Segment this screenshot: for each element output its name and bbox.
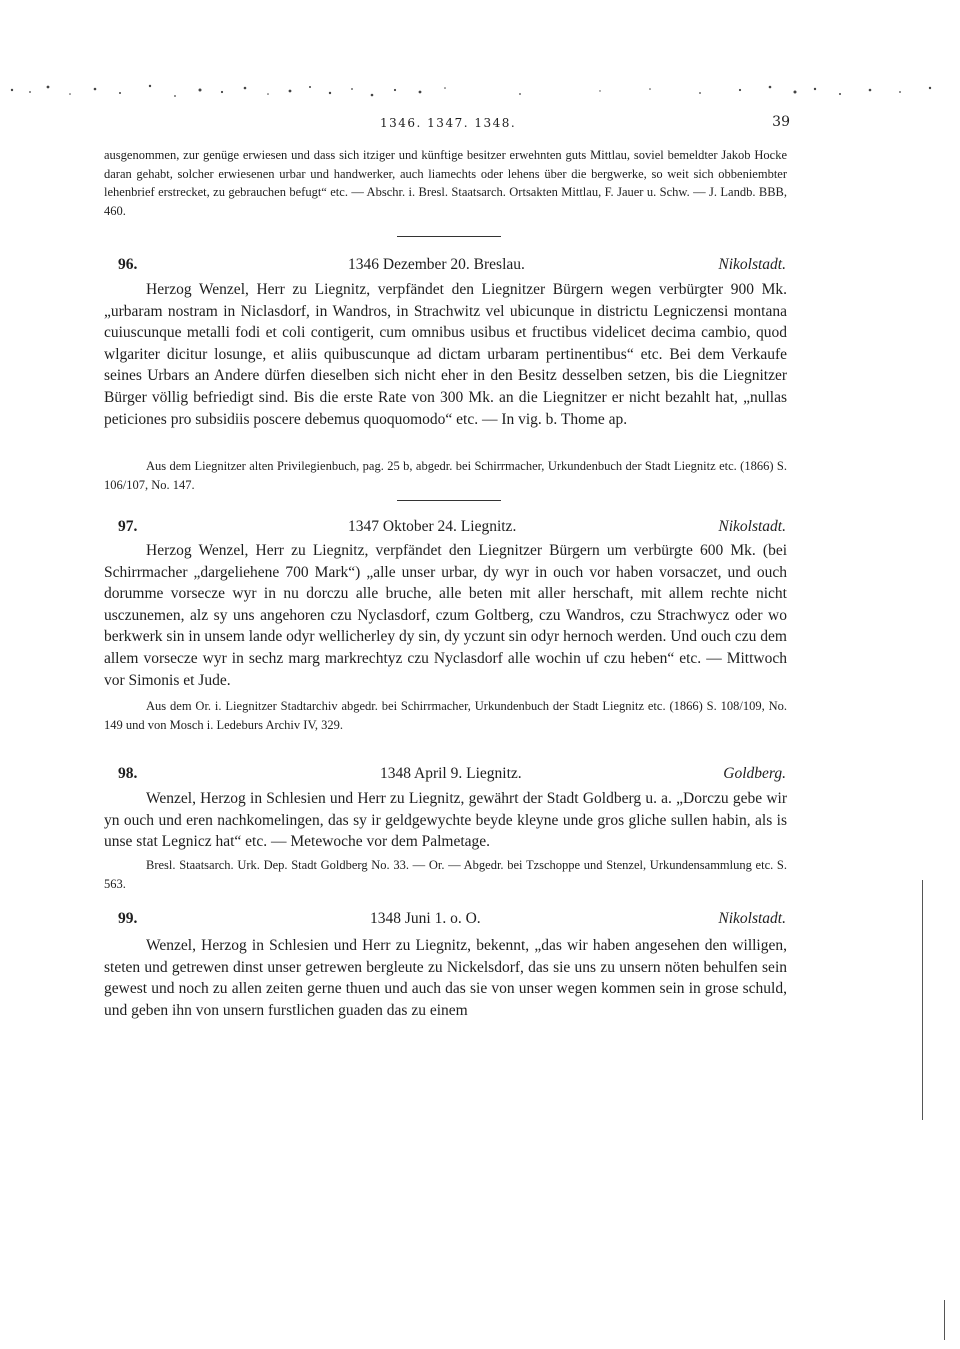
divider bbox=[397, 236, 501, 237]
entry-99-date: 1348 Juni 1. o. O. bbox=[370, 910, 481, 927]
scan-noise-band bbox=[0, 72, 960, 112]
entry-99-body-block bbox=[104, 935, 787, 1021]
entry-99-number: 99. bbox=[118, 910, 138, 927]
entry-98-source-block bbox=[104, 856, 787, 893]
divider bbox=[397, 500, 501, 501]
entry-98-body-block bbox=[104, 788, 787, 853]
entry-98-place: Goldberg. bbox=[723, 765, 786, 782]
entry-99-place: Nikolstadt. bbox=[718, 910, 786, 927]
running-header bbox=[100, 116, 790, 136]
entry-97-source: Aus dem Or. i. Liegnitzer Stadtarchiv abgedr. bei Schirrmacher, Urkundenbuch der Stadt Liegnitz etc. (1866) S. 108/109, No. 149 und von Mosch i. Ledeburs Archiv IV, 329. bbox=[104, 699, 787, 732]
entry-99-heading bbox=[118, 910, 786, 932]
entry-97-heading bbox=[118, 518, 786, 540]
entry-97-date: 1347 Oktober 24. Liegnitz. bbox=[348, 518, 517, 535]
entry-96-place: Nikolstadt. bbox=[718, 256, 786, 273]
entry-97-source-block bbox=[104, 697, 787, 734]
entry-96-number: 96. bbox=[118, 256, 138, 273]
scan-edge-mark bbox=[922, 880, 923, 1120]
entry-97-number: 97. bbox=[118, 518, 138, 535]
entry-96-source-block bbox=[104, 457, 787, 494]
entry-96-body-block bbox=[104, 279, 787, 430]
entry-98-date: 1348 April 9. Liegnitz. bbox=[380, 765, 522, 782]
entry-98-heading bbox=[118, 765, 786, 787]
intro-text: ausgenommen, zur genüge erwiesen und dass sich itziger und künftige besitzer erwehnten guts Mittlau, soviel bemeldter Jakob Hocke daran gehabt, solcher erwiesenen urbar und handwerker, auch liamechts oder lehens über die bergwerke, so weit sich obbeniembter lehenbrief erstrecket, zu gebrauchen befugt“ etc. — Abschr. i. Bresl. Staatsarch. Ortsakten Mittlau, F. Jauer u. Schw. — J. Landb. BBB, 460. bbox=[104, 148, 787, 218]
entry-97-place: Nikolstadt. bbox=[718, 518, 786, 535]
entry-96-heading bbox=[118, 256, 786, 278]
entry-96-body: Herzog Wenzel, Herr zu Liegnitz, verpfändet den Liegnitzer Bürgern wegen verbürgter 900 Mk. „urbaram nostram in Niclasdorf, in Wandros, in Strachwitz vel ubicunque in districtu Legniczensi montana cuiuscunque metalli fodi et coli contigerit, cum omnibus usibus et fructibus videlicet decima cambio, quod wlgariter dicitur losunge, et aliis quibuscunque ad dictam urbaram pertinentibus“ etc. Bei dem Verkaufe seines Urbars an Andere dürfen dieselben sich nicht eher in den Besitz desselben setzen, bis die Liegnitzer Bürger völlig befriedigt sind. Bis die erste Rate von 300 Mk. an die Liegnitzer er nicht bezahlt hat, „nullas peticiones pro subsidiis poscere debemus quoquomodo“ etc. — In vig. b. Thome ap. bbox=[104, 281, 787, 428]
header-years: 1346. 1347. 1348. bbox=[380, 116, 517, 130]
entry-96-source: Aus dem Liegnitzer alten Privilegienbuch, pag. 25 b, abgedr. bei Schirrmacher, Urkundenbuch der Stadt Liegnitz etc. (1866) S. 106/107, No. 147. bbox=[104, 459, 787, 492]
intro-continuation bbox=[104, 146, 787, 220]
scan-edge-mark bbox=[944, 1300, 945, 1340]
entry-97-body: Herzog Wenzel, Herr zu Liegnitz, verpfändet den Liegnitzer Bürgern um verbürgte 600 Mk. (bei Schirrmacher „dargeliehene 700 Mark“) „alle unser urbar, dy wyr in ouch vor haben vorsaczet, und ouch dorumme vorsecze wyr in nu dorczu alle bruche, alle beten mit aller herschaft, mit allem rechte nicht usczunemen, alz sy uns angehoren czu Nyclasdorf, czum Goltberg, czu Wandros, czu Strachwycz oder wo berkwerk sin in unsem lande odyr wellicherley dy sin, dy yczunt sin odyr hernoch werden. Und ouch czu dem allem vorsecze wyr in sechz marg markrechtyz czu Nyclasdorf alle wochin uf czu heben“ etc. — Mittwoch vor Simonis et Jude. bbox=[104, 542, 787, 689]
entry-97-body-block bbox=[104, 540, 787, 691]
entry-98-number: 98. bbox=[118, 765, 138, 782]
entry-99-body: Wenzel, Herzog in Schlesien und Herr zu Liegnitz, bekennt, „das wir haben angesehen den willigen, steten und getrewen dinst unser getrewen bergleute zu Nickelsdorf, das sie uns zu unsern nöten behulfen sein gewest und noch zu allen zeiten gerne thuen und auch das sie von unser wegen kommen sein in grose schuld, und geben ihn von unsern furstlichen guaden das zu einem bbox=[104, 937, 787, 1019]
entry-96-date: 1346 Dezember 20. Breslau. bbox=[348, 256, 525, 273]
entry-98-source: Bresl. Staatsarch. Urk. Dep. Stadt Goldberg No. 33. — Or. — Abgedr. bei Tzschoppe und Stenzel, Urkundensammlung etc. S. 563. bbox=[104, 858, 787, 891]
page-number: 39 bbox=[772, 114, 790, 130]
entry-98-body: Wenzel, Herzog in Schlesien und Herr zu Liegnitz, gewährt der Stadt Goldberg u. a. „Dorczu gebe wir yn ouch und eren nachkomelingen, das sy ir geldgewychte beyde kleyne unde gros gliche sullen habin, als is unse stat Legnicz hat“ etc. — Metewoche vor dem Palmetage. bbox=[104, 790, 787, 851]
